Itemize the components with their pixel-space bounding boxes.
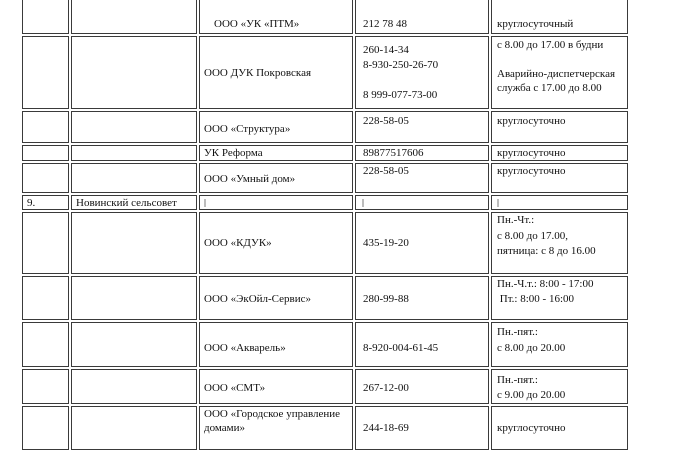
- organization-name: ООО «УК «ПТМ»: [214, 18, 300, 30]
- empty-cell-marker: [497, 199, 499, 207]
- organization-name: ООО «Умный дом»: [204, 173, 296, 185]
- working-hours: с 8.00 до 17.00 в будни: [497, 39, 604, 51]
- working-days: Пн.-пят.:: [497, 374, 538, 386]
- table-row: [0, 145, 695, 161]
- hours-cell: [491, 36, 628, 109]
- organization-name: ООО «Структура»: [204, 123, 291, 135]
- organization-cell: [199, 145, 353, 161]
- hours-cell: [491, 369, 628, 404]
- organization-cell: [199, 36, 353, 109]
- working-hours: круглосуточно: [497, 115, 566, 127]
- working-hours: с 8.00 до 20.00: [497, 342, 566, 354]
- hours-cell: [491, 406, 628, 450]
- hours-cell: [491, 322, 628, 367]
- organization-cell: [199, 111, 353, 143]
- phone-cell: [355, 276, 489, 320]
- phone-cell: [355, 322, 489, 367]
- number-cell: [22, 111, 69, 143]
- hours-cell: [491, 111, 628, 143]
- phone-number: 212 78 48: [363, 18, 407, 30]
- phone-cell: [355, 406, 489, 450]
- organization-name: ООО «Городское управление: [204, 408, 341, 420]
- hours-cell: [491, 0, 628, 34]
- area-cell: [71, 111, 197, 143]
- organization-name: ООО «Акварель»: [204, 342, 286, 354]
- area-cell: [71, 195, 197, 210]
- empty-cell-marker: [204, 199, 206, 207]
- number-cell: [22, 145, 69, 161]
- working-hours: с 8.00 до 17.00,: [497, 230, 568, 242]
- phone-number: 8 999-077-73-00: [363, 89, 438, 101]
- friday-hours: Пт.: 8:00 - 16:00: [497, 293, 575, 305]
- area-cell: [71, 0, 197, 34]
- organization-cell: [199, 212, 353, 274]
- emergency-service-label: Аварийно-диспетчерская: [497, 68, 616, 80]
- working-days: Пн.-пят.:: [497, 326, 538, 338]
- phone-number: 8-920-004-61-45: [363, 342, 439, 354]
- table-row: [0, 36, 695, 109]
- table-row: [0, 369, 695, 404]
- working-hours: круглосуточно: [497, 422, 566, 434]
- organization-name: ООО «КДУК»: [204, 237, 272, 249]
- table-row: [0, 406, 695, 450]
- number-cell: [22, 212, 69, 274]
- organization-cell: [199, 195, 353, 210]
- phone-cell: [355, 0, 489, 34]
- phone-number: 228-58-05: [363, 165, 409, 177]
- table-row: [0, 212, 695, 274]
- phone-number: 228-58-05: [363, 115, 409, 127]
- phone-number: 8-930-250-26-70: [363, 59, 439, 71]
- number-cell: [22, 369, 69, 404]
- phone-number: 267-12-00: [363, 382, 409, 394]
- table-row: [0, 276, 695, 320]
- number-cell: [22, 36, 69, 109]
- working-hours: круглосуточно: [497, 165, 566, 177]
- number-cell: [22, 406, 69, 450]
- number-cell: [22, 0, 69, 34]
- organization-cell: [199, 406, 353, 450]
- organization-cell: [199, 0, 353, 34]
- working-hours: круглосуточный: [497, 18, 574, 30]
- phone-cell: [355, 36, 489, 109]
- area-cell: [71, 212, 197, 274]
- empty-cell-marker: [362, 199, 364, 207]
- hours-cell: [491, 145, 628, 161]
- section-row: [0, 195, 695, 210]
- section-number: 9.: [27, 197, 36, 209]
- phone-number: 260-14-34: [363, 44, 409, 56]
- area-cell: [71, 145, 197, 161]
- table-row: [0, 163, 695, 193]
- hours-cell: [491, 212, 628, 274]
- number-cell: [22, 322, 69, 367]
- organization-name: УК Реформа: [204, 147, 263, 159]
- phone-cell: [355, 111, 489, 143]
- number-cell: [22, 195, 69, 210]
- organization-name: ООО «СМТ»: [204, 382, 266, 394]
- emergency-service-hours: служба с 17.00 до 8.00: [497, 82, 602, 94]
- area-cell: [71, 163, 197, 193]
- working-hours: круглосуточно: [497, 147, 566, 159]
- organization-cell: [199, 276, 353, 320]
- friday-hours: пятница: с 8 до 16.00: [497, 245, 596, 257]
- number-cell: [22, 163, 69, 193]
- table-row: [0, 111, 695, 143]
- area-cell: [71, 322, 197, 367]
- area-cell: [71, 276, 197, 320]
- hours-cell: [491, 276, 628, 320]
- phone-cell: [355, 163, 489, 193]
- organization-name: ООО ДУК Покровская: [204, 67, 312, 79]
- phone-number: 89877517606: [363, 147, 424, 159]
- phone-cell: [355, 212, 489, 274]
- organization-cell: [199, 322, 353, 367]
- phone-number: 435-19-20: [363, 237, 409, 249]
- organization-name: ООО «ЭкОйл-Сервис»: [204, 293, 311, 305]
- phone-number: 244-18-69: [363, 422, 409, 434]
- working-hours: Пн.-Ч.т.: 8:00 - 17:00: [497, 278, 594, 290]
- hours-cell: [491, 163, 628, 193]
- organization-name-continued: домами»: [204, 422, 246, 434]
- area-cell: [71, 406, 197, 450]
- organization-cell: [199, 163, 353, 193]
- table-row: [0, 0, 695, 34]
- hours-cell: [491, 195, 628, 210]
- area-cell: [71, 36, 197, 109]
- number-cell: [22, 276, 69, 320]
- phone-cell: [355, 145, 489, 161]
- working-hours: с 9.00 до 20.00: [497, 389, 566, 401]
- phone-cell: [355, 369, 489, 404]
- phone-cell: [355, 195, 489, 210]
- area-cell: [71, 369, 197, 404]
- phone-number: 280-99-88: [363, 293, 409, 305]
- working-days: Пн.-Чт.:: [497, 214, 535, 226]
- organization-cell: [199, 369, 353, 404]
- section-title: Новинский сельсовет: [76, 197, 177, 209]
- table-row: [0, 322, 695, 367]
